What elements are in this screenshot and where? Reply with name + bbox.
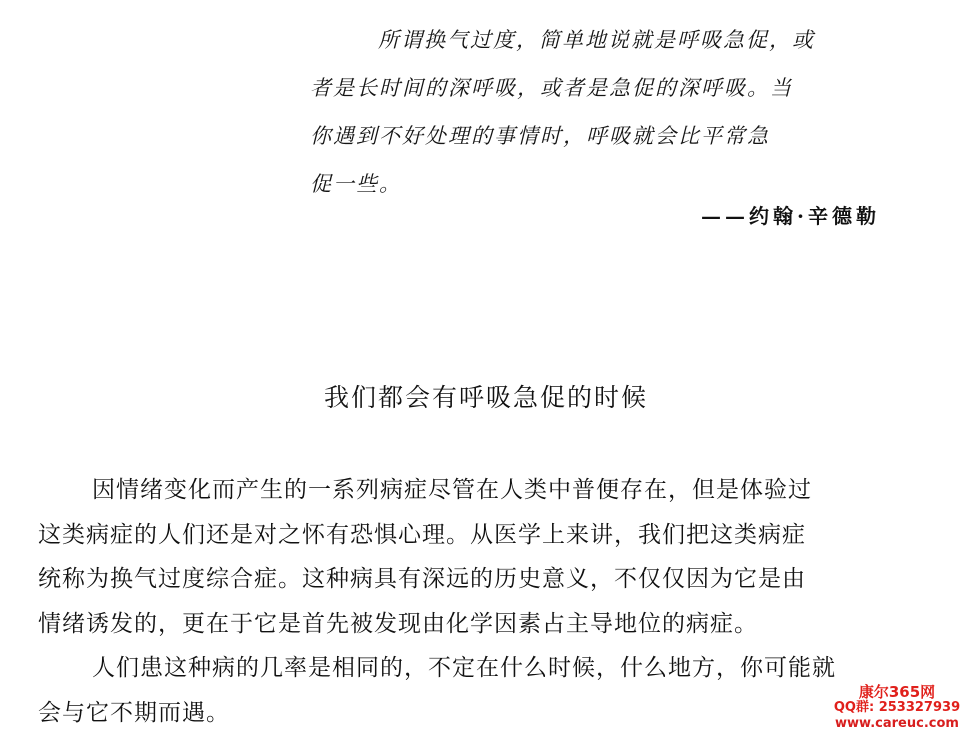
quote-line: 者是长时间的深呼吸，或者是急促的深呼吸。当 xyxy=(310,76,793,100)
quote-attribution: ——约翰·辛德勒 xyxy=(701,204,880,228)
paragraph-line: 会与它不期而遇。 xyxy=(38,699,230,726)
watermark-qq: QQ群: 253327939 xyxy=(833,700,961,715)
paragraph-line: 人们患这种病的几率是相同的，不定在什么时候，什么地方，你可能就 xyxy=(92,655,836,681)
site-watermark xyxy=(832,684,962,732)
paragraph-line: 情绪诱发的，更在于它是首先被发现由化学因素占主导地位的病症。 xyxy=(38,610,758,637)
quote-line: 所谓换气过度，简单地说就是呼吸急促，或 xyxy=(378,28,815,52)
section-title: 我们都会有呼吸急促的时候 xyxy=(323,383,648,412)
quote-line: 你遇到不好处理的事情时，呼吸就会比平常急 xyxy=(310,124,770,148)
paragraph-line: 这类病症的人们还是对之怀有恐惧心理。从医学上来讲，我们把这类病症 xyxy=(38,521,806,548)
watermark-url: www.careuc.com xyxy=(835,716,959,731)
paragraph-line: 因情绪变化而产生的一系列病症尽管在人类中普便存在，但是体验过 xyxy=(92,477,812,503)
epigraph-quote xyxy=(310,16,890,208)
watermark-brand: 康尔365网 xyxy=(858,683,936,701)
quote-line: 促一些。 xyxy=(310,172,402,196)
body-text xyxy=(38,468,944,735)
paragraph-line: 统称为换气过度综合症。这种病具有深远的历史意义，不仅仅因为它是由 xyxy=(38,566,806,592)
